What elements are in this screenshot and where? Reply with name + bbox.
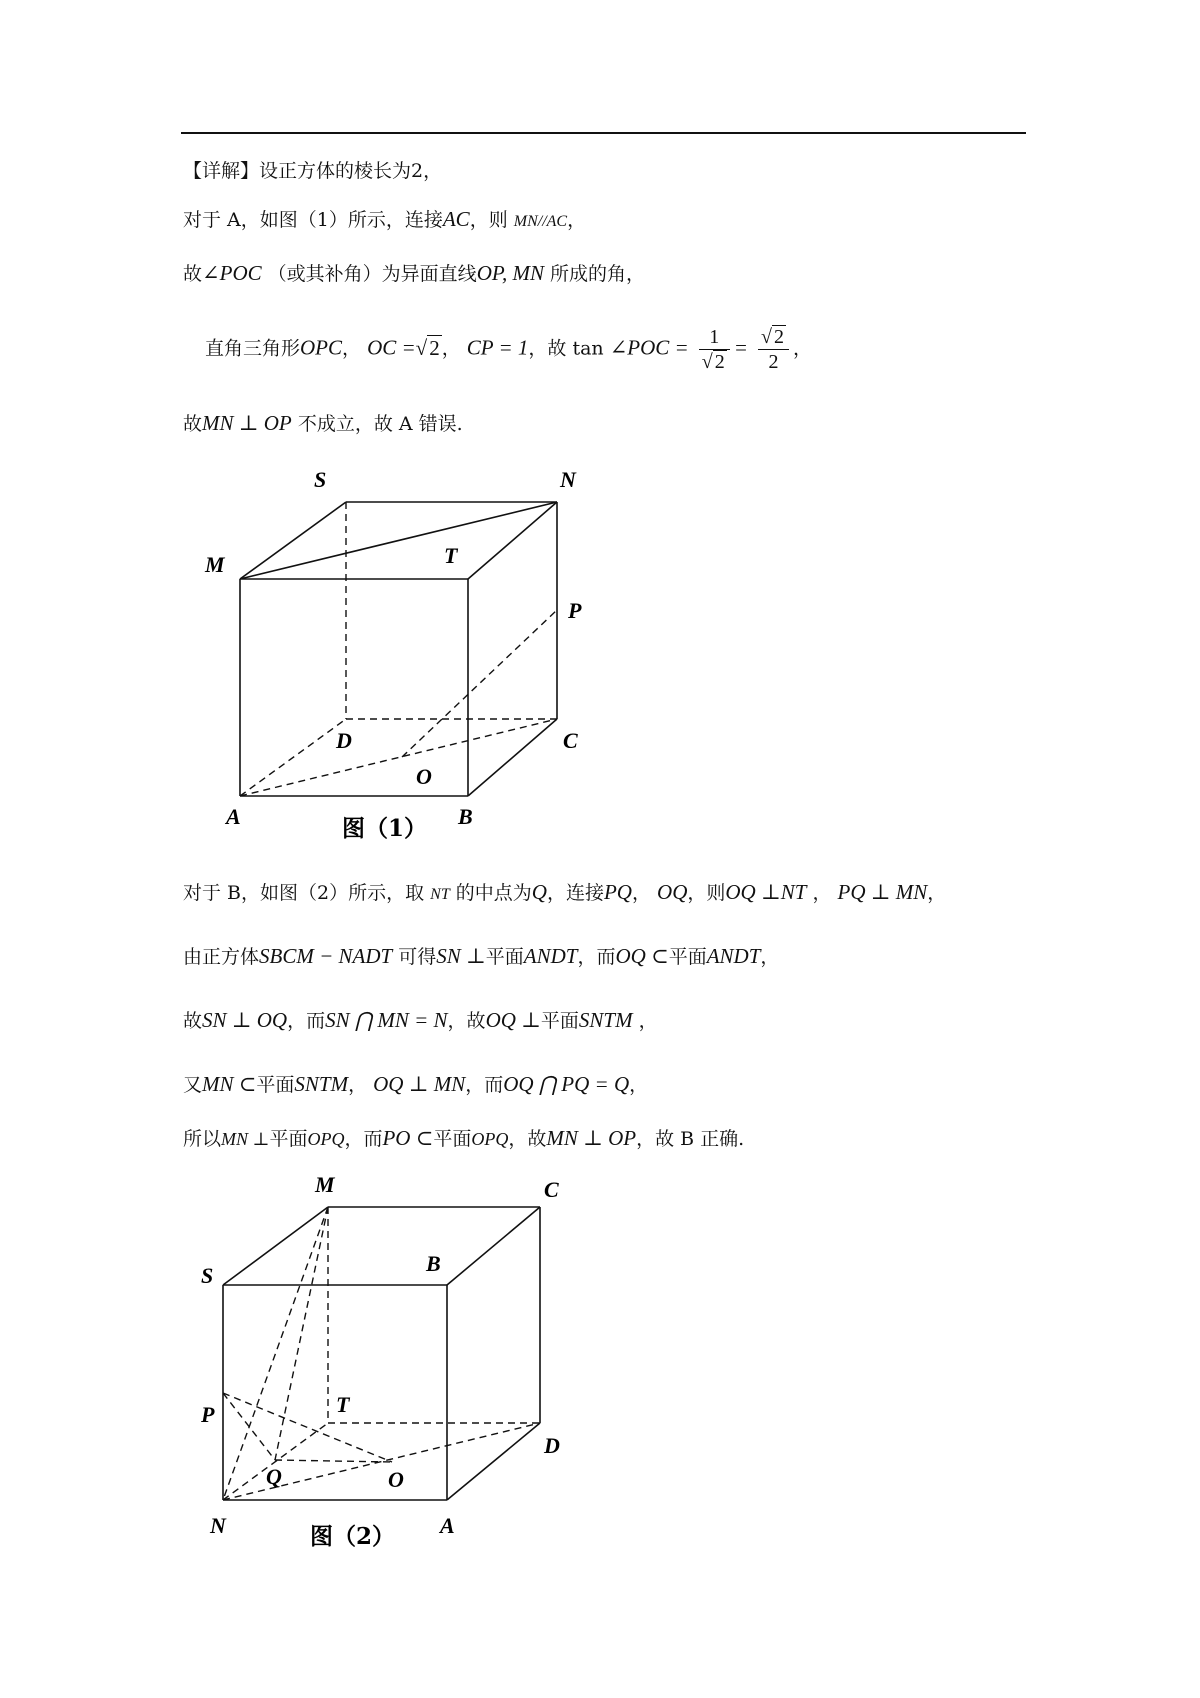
math-cube-name: SBCM − NADT [259,944,393,968]
fig1-label-D: D [336,728,352,753]
text-line-2 [183,205,586,236]
text-segment: ，故 tan [528,337,604,360]
fig1-label-P: P [568,598,582,623]
figure-1-cube [195,460,615,840]
fig2-label-P: P [201,1402,215,1427]
text-segment: ，则 [687,882,726,904]
text-segment: ， [792,337,812,360]
figure-2-cube [195,1170,595,1550]
math-OQ-perp-NT: OQ ⊥NT [725,880,807,904]
math-SN-perp-OQ: SN ⊥ OQ [202,1008,288,1032]
fig2-label-C: C [544,1177,559,1202]
sqrt-2: √2 [415,335,440,360]
text-segment: 平面 [668,946,707,968]
math-plane-OPQ: OPQ [307,1129,345,1149]
fig2-label-Q: Q [266,1464,282,1489]
math-MN-perp-OP: MN ⊥ OP [202,411,292,435]
math-MN-parallel-AC: MN//AC [513,213,568,230]
text-segment: （或其补角）为异面直线 [267,263,477,285]
math-MN-perp: MN ⊥ [221,1129,270,1149]
fraction-numerator: √ 2 [758,325,789,350]
text-line-8 [183,1006,658,1035]
detail-intro: 【详解】设正方体的棱长为2， [183,160,443,182]
math-OQ-perp: OQ ⊥ [485,1008,541,1032]
text-segment: ， [631,882,651,904]
sqrt-radicand: 2 [773,326,784,348]
fraction-denominator: 2 [768,351,779,373]
math-plane-SNTM: SNTM [294,1072,349,1096]
fig2-label-D: D [544,1433,560,1458]
math-MN-subset: MN ⊂ [202,1072,257,1096]
fraction-1-over-sqrt2 [699,325,730,374]
fig2-label-N: N [210,1513,226,1538]
text-segment: ， [567,209,587,231]
fig1-label-C: C [563,728,578,753]
text-segment: ， [342,337,362,360]
text-segment: ，故 B 正确. [636,1128,745,1150]
text-segment: ，故 [447,1010,486,1032]
text-segment: 平面 [433,1128,472,1150]
math-OQ-perp-MN: OQ ⊥ MN [373,1072,466,1096]
fig1-label-O: O [416,764,432,789]
sqrt-radicand: 2 [429,335,440,360]
text-segment: 平面 [485,946,524,968]
fig1-label-B: B [458,804,473,829]
fig1-label-N: N [560,467,576,492]
fraction-denominator: √ 2 [701,351,725,373]
math-SN-cap-MN: SN ⋂ MN = N [325,1008,448,1032]
text-segment: 由正方体 [183,946,260,968]
math-OQ: OQ [657,880,688,904]
text-segment: ， [441,337,461,360]
math-OPC: OPC [300,335,343,360]
fig2-label-S: S [201,1263,214,1288]
math-angle-POC: ∠POC [202,261,262,285]
text-line-3 [183,259,645,288]
text-segment: 所以 [183,1128,222,1150]
text-segment: ， [760,946,780,968]
math-angle-POC-eq: ∠POC = [609,335,689,360]
math-AC: AC [442,207,470,231]
math-Q: Q [531,880,547,904]
fig2-label-A: A [440,1513,455,1538]
text-line-5 [183,409,463,438]
math-MN-perp-OP: MN ⊥ OP [546,1126,637,1150]
text-segment: 平面 [540,1010,579,1032]
text-segment: ，则 [469,209,508,231]
text-segment: 平面 [269,1128,308,1150]
text-line-6 [183,878,946,909]
text-segment: ，连接 [546,882,604,904]
text-segment: ，故 [508,1128,547,1150]
text-segment: 对于 B，如图（2）所示，取 [183,882,425,904]
text-segment: ，而 [287,1010,326,1032]
fig2-label-T: T [336,1392,350,1417]
math-OQ-subset: OQ ⊂ [615,944,669,968]
math-SN-perp: SN ⊥ [436,944,486,968]
fig2-label-B: B [426,1251,441,1276]
text-segment: ， [927,882,947,904]
fraction-sqrt2-over-2 [758,325,789,374]
text-segment: 故 [183,1010,203,1032]
text-segment: 平面 [256,1074,295,1096]
text-segment: 不成立，故 A 错误. [297,413,463,435]
text-segment: ，而 [577,946,616,968]
text-line-1 [183,157,442,185]
math-NT: NT [430,886,450,903]
text-line-9 [183,1070,648,1099]
math-OC-eq: OC = [367,335,416,360]
text-segment: ， [812,882,832,904]
math-plane-ANDT: ANDT [706,944,761,968]
math-OQ-cap-PQ: OQ ⋂ PQ = Q [503,1072,630,1096]
text-segment: ， [629,1074,649,1096]
text-segment: 故 [183,263,203,285]
text-segment: 对于 A，如图（1）所示，连接 [183,209,443,231]
text-segment: ， [638,1010,658,1032]
text-line-7 [183,942,779,971]
math-plane-ANDT: ANDT [523,944,578,968]
equals-sign: = [733,335,748,360]
text-line-4 [205,325,812,374]
sqrt-radicand: 2 [714,351,725,373]
text-segment: 可得 [398,946,437,968]
figure-1-caption: 图（1） [342,815,428,840]
math-CP-eq-1: CP = 1 [466,335,529,360]
text-segment: 故 [183,413,203,435]
text-segment: 所成的角， [550,263,646,285]
math-plane-SNTM: SNTM [578,1008,633,1032]
math-OP-MN: OP, MN [476,261,544,285]
fig1-label-M: M [205,552,225,577]
math-PQ-perp-MN: PQ ⊥ MN [837,880,928,904]
fig1-label-S: S [314,467,327,492]
fraction-numerator: 1 [699,325,730,350]
fig1-label-A: A [226,804,241,829]
text-segment: ，而 [344,1128,383,1150]
math-plane-OPQ: OPQ [471,1129,509,1149]
text-segment: 又 [183,1074,203,1096]
text-segment: ，而 [465,1074,504,1096]
text-line-10 [183,1124,744,1153]
math-PQ: PQ [603,880,632,904]
math-PO-subset: PO ⊂ [382,1126,434,1150]
fig2-label-O: O [388,1467,404,1492]
text-segment: 的中点为 [455,882,532,904]
header-rule [181,132,1026,134]
fig1-label-T: T [444,543,458,568]
figure-2-caption: 图（2） [310,1523,396,1550]
fig2-label-M: M [315,1172,335,1197]
text-segment: ， [348,1074,368,1096]
text-segment: 直角三角形 [205,337,301,360]
